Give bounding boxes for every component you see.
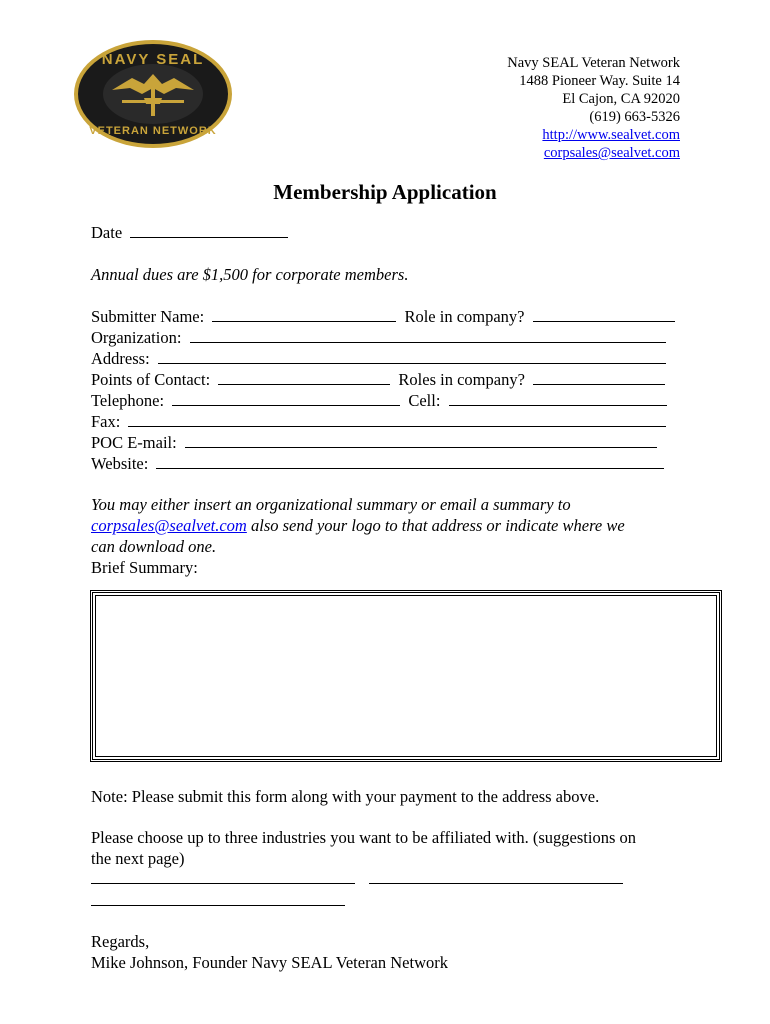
industries-instruction-line2: the next page) [91,849,185,868]
poc-field[interactable] [218,369,390,385]
industry-field-2[interactable] [369,883,623,884]
submitter-label: Submitter Name: [91,307,205,326]
brief-summary-box[interactable] [90,590,722,762]
submitter-name-field[interactable] [212,306,396,322]
roles-field[interactable] [533,369,665,385]
summary-intro-line2 [91,515,625,536]
poc-label: Points of Contact: [91,370,211,389]
navy-seal-logo [72,38,234,150]
submission-note: Note: Please submit this form along with your payment to the address above. [91,787,600,806]
website-field[interactable] [156,453,664,469]
org-address-line2: El Cajon, CA 92020 [562,91,680,107]
website-link[interactable]: http://www.sealvet.com [542,127,680,143]
date-label: Date [91,223,123,242]
fax-label: Fax: [91,412,121,431]
industry-field-3[interactable] [91,905,345,906]
industry-field-1[interactable] [91,883,355,884]
telephone-field[interactable] [172,390,400,406]
submitter-row [91,306,675,327]
website-row [91,453,664,474]
logo-text-bottom: VETERAN NETWORK [89,125,217,137]
roles-label: Roles in company? [398,370,525,389]
address-label: Address: [91,349,150,368]
logo-text-top: NAVY SEAL [101,51,205,68]
summary-intro-line2-text: also send your logo to that address or indicate where we [250,516,625,535]
cell-label: Cell: [408,391,441,410]
industries-instruction-line1: Please choose up to three industries you want to be affiliated with. (suggestions on [91,828,637,847]
date-row [91,222,288,243]
telephone-row [91,390,667,411]
dues-note: Annual dues are $1,500 for corporate members. [91,265,409,284]
role-label: Role in company? [404,307,525,326]
poc-row [91,369,665,390]
org-phone: (619) 663-5326 [589,109,680,125]
email-link[interactable]: corpsales@sealvet.com [543,145,680,161]
brief-summary-label: Brief Summary: [91,558,198,577]
address-row [91,348,666,369]
fax-field[interactable] [128,411,666,427]
summary-intro-line1: You may either insert an organizational summary or email a summary to [91,495,571,514]
poc-email-row [91,432,657,453]
org-address-line1: 1488 Pioneer Way. Suite 14 [519,73,680,89]
signature-text: Mike Johnson, Founder Navy SEAL Veteran Network [91,953,448,972]
summary-email-link[interactable]: corpsales@sealvet.com [91,516,247,535]
date-field[interactable] [130,222,288,238]
poc-email-field[interactable] [185,432,657,448]
org-contact-block [507,54,680,162]
regards-text: Regards, [91,932,150,951]
summary-intro-line3: can download one. [91,537,217,556]
fax-row [91,411,666,432]
role-field[interactable] [533,306,675,322]
organization-field[interactable] [190,327,666,343]
org-name: Navy SEAL Veteran Network [507,55,680,71]
organization-row [91,327,666,348]
telephone-label: Telephone: [91,391,165,410]
organization-label: Organization: [91,328,182,347]
address-field[interactable] [158,348,666,364]
page-title: Membership Application [273,180,497,204]
website-label: Website: [91,454,149,473]
cell-field[interactable] [449,390,667,406]
poc-email-label: POC E-mail: [91,433,177,452]
